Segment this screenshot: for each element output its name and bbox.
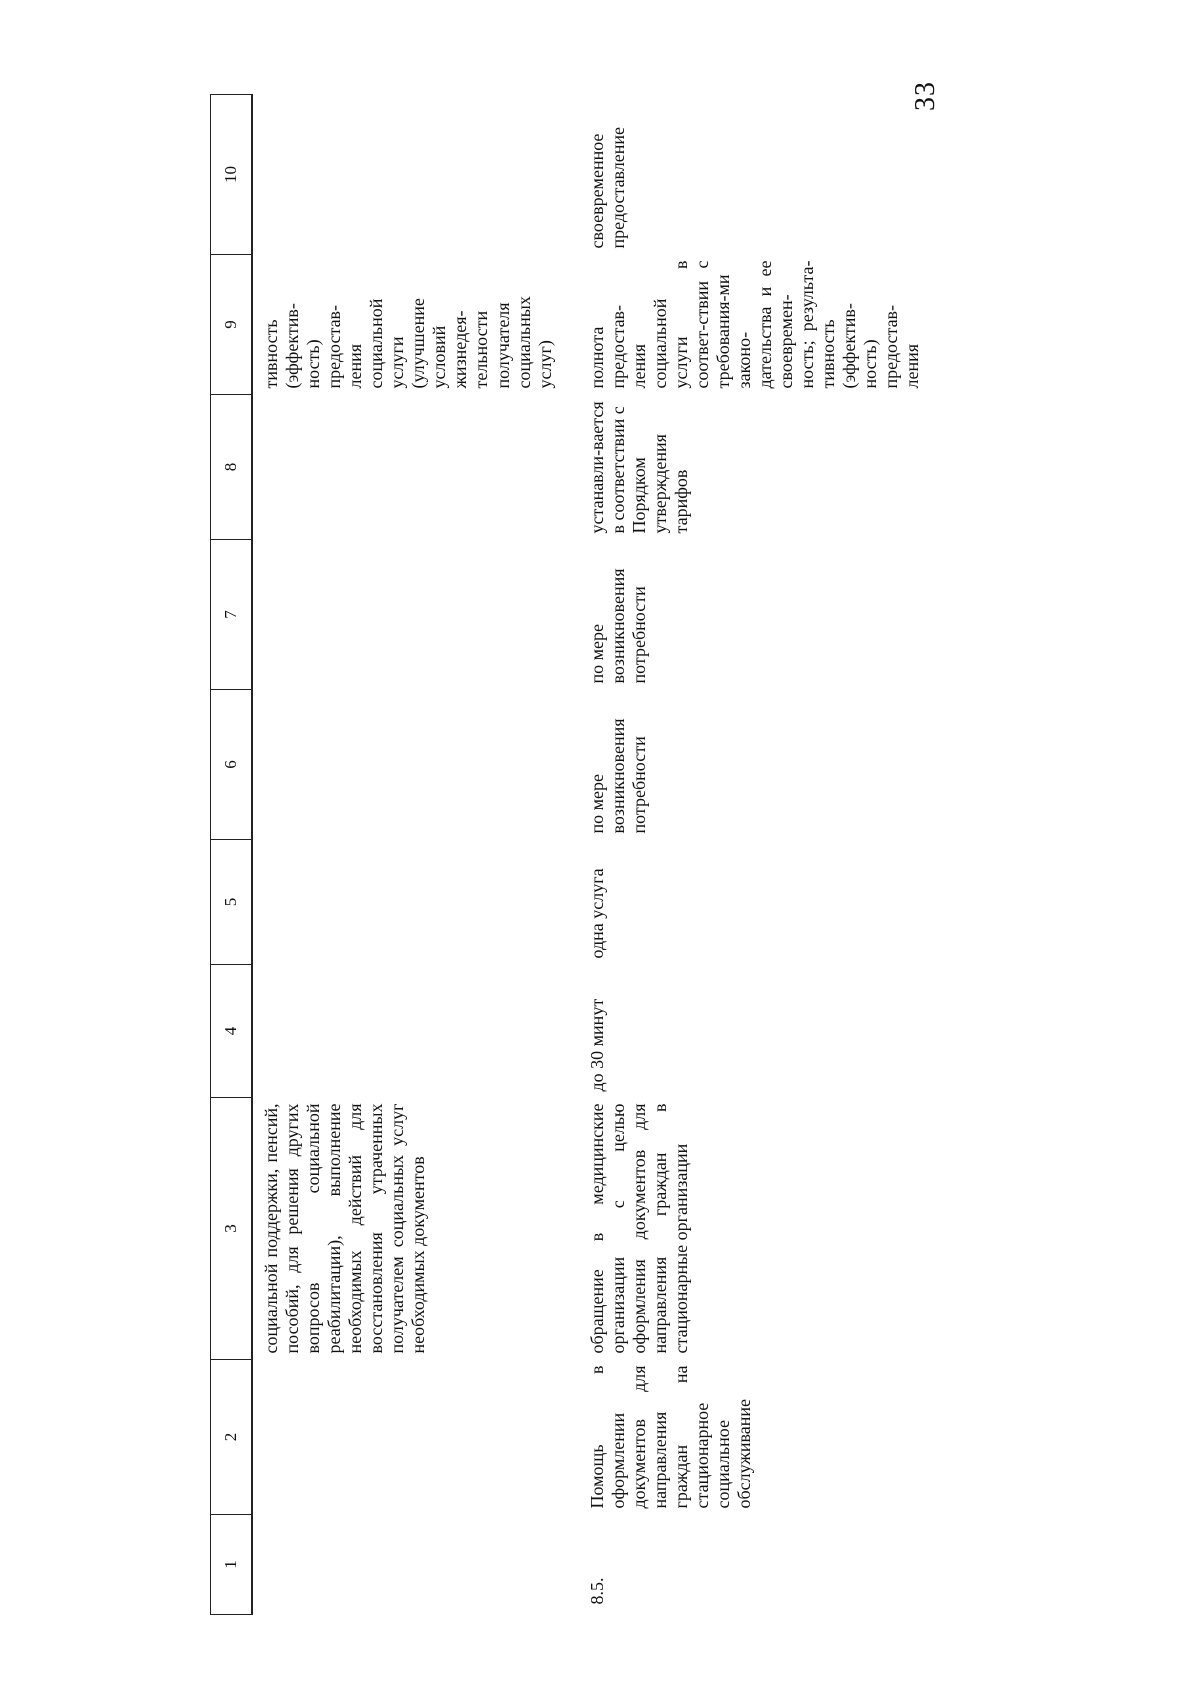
provision-conditions: своевременное предоставление bbox=[586, 126, 628, 249]
column-header-3: 3 bbox=[211, 1098, 253, 1360]
cell-empty bbox=[252, 840, 581, 965]
service-description-continued: социальной поддержки, пенсий, пособий, для решения других вопросов социальной реабилитации), выполнение необходимых действий для восстановления утраченных получателем социальных услуг необходимых документов bbox=[261, 1103, 429, 1354]
service-tariff: устанавли-вается в соответствии с Порядком утверждения тарифов bbox=[586, 401, 691, 534]
cell-empty bbox=[252, 690, 581, 840]
quality-indicators: полнота предостав-ления социальной услуги в соответ-ствии с требования-ми законо-дательства и ее своевремен-ность; результа-тивность (эффектив-ность) предостав-ления bbox=[586, 260, 923, 389]
service-frequency: по мере возникновения потребности bbox=[586, 718, 649, 834]
table-row-8-5 bbox=[581, 95, 924, 1615]
column-number-header bbox=[211, 95, 253, 1615]
page-number: 33 bbox=[910, 81, 941, 111]
column-header-1: 1 bbox=[211, 1515, 253, 1615]
column-header-5: 5 bbox=[211, 840, 253, 965]
cell-empty bbox=[252, 1360, 581, 1515]
continuation-row bbox=[252, 95, 581, 1615]
cell-empty bbox=[252, 1515, 581, 1615]
column-header-7: 7 bbox=[211, 540, 253, 690]
column-header-4: 4 bbox=[211, 965, 253, 1098]
service-name: Помощь в оформлении документов для направления граждан на стационарное социальное обслуживание bbox=[586, 1365, 754, 1509]
cell-empty bbox=[252, 540, 581, 690]
quality-indicators-continued: тивность (эффектив-ность) предостав-ления социальной услуги (улучшение условий жизнедея-тельности получателя социальных услуг) bbox=[261, 296, 555, 389]
rotated-page-content bbox=[210, 95, 1020, 1615]
service-frequency-2: по мере возникновения потребности bbox=[586, 568, 649, 684]
column-header-8: 8 bbox=[211, 395, 253, 540]
cell-empty bbox=[252, 965, 581, 1098]
service-time-norm: до 30 минут bbox=[586, 998, 607, 1092]
column-header-10: 10 bbox=[211, 95, 253, 255]
column-header-6: 6 bbox=[211, 690, 253, 840]
cell-empty bbox=[252, 95, 581, 255]
row-number: 8.5. bbox=[586, 1577, 607, 1605]
column-header-2: 2 bbox=[211, 1360, 253, 1515]
cell-empty bbox=[252, 395, 581, 540]
services-table bbox=[210, 94, 923, 1615]
column-header-9: 9 bbox=[211, 255, 253, 395]
service-description: обращение в медицинские организации с целью оформления документов для направления граждан в стационарные организации bbox=[586, 1103, 691, 1354]
service-unit: одна услуга bbox=[586, 868, 607, 959]
